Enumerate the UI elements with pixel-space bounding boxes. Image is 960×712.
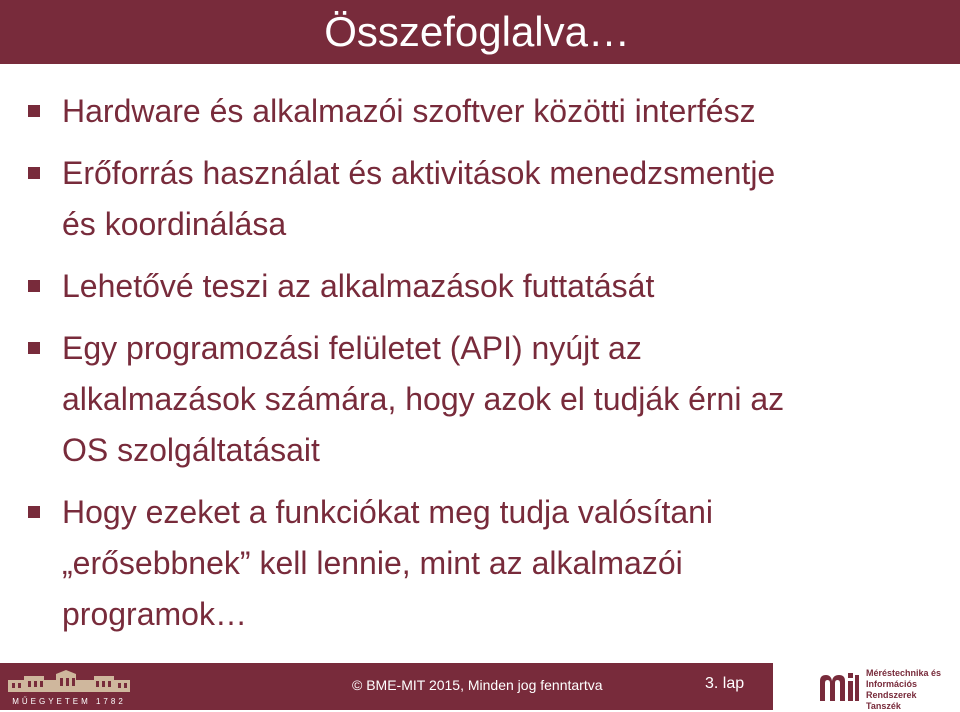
bullet-item bbox=[28, 487, 938, 640]
bme-logo bbox=[4, 666, 134, 707]
bullet-line: Hardware és alkalmazói szoftver közötti interfész bbox=[62, 93, 756, 129]
page-number: 3. lap bbox=[705, 675, 745, 692]
bullet-list bbox=[28, 86, 938, 651]
mit-logo-text bbox=[866, 668, 960, 712]
bullet-line: „erősebbnek” kell lennie, mint az alkalmazói bbox=[62, 545, 683, 581]
bullet-line: Hogy ezeket a funkciókat meg tudja valósítani bbox=[62, 494, 714, 530]
bullet-line: Lehetővé teszi az alkalmazások futtatását bbox=[62, 268, 655, 304]
mit-logo-line: Méréstechnika és bbox=[866, 668, 942, 678]
bullet-line: és koordinálása bbox=[62, 206, 287, 242]
mit-logo bbox=[818, 669, 860, 703]
title-bar bbox=[0, 0, 960, 64]
bullet-line: Egy programozási felületet (API) nyújt az bbox=[62, 330, 642, 366]
bullet-item bbox=[28, 148, 938, 250]
bullet-line: alkalmazások számára, hogy azok el tudják érni az bbox=[62, 381, 785, 417]
bullet-line: programok… bbox=[62, 596, 247, 632]
square-bullet-icon bbox=[28, 167, 40, 179]
square-bullet-icon bbox=[28, 342, 40, 354]
bullet-item bbox=[28, 86, 938, 137]
copyright-text: © BME-MIT 2015, Minden jog fenntartva bbox=[352, 677, 603, 693]
square-bullet-icon bbox=[28, 105, 40, 117]
slide-title: Összefoglalva… bbox=[324, 8, 630, 55]
bullet-item bbox=[28, 323, 938, 476]
square-bullet-icon bbox=[28, 280, 40, 292]
mit-logo-line: Tanszék bbox=[866, 701, 901, 711]
bullet-line: Erőforrás használat és aktivitások menedzsmentje bbox=[62, 155, 776, 191]
bme-logo-text: MŰEGYETEM 1782 bbox=[12, 697, 126, 706]
bullet-item bbox=[28, 261, 938, 312]
bullet-line: OS szolgáltatásait bbox=[62, 432, 320, 468]
footer-logo-area bbox=[773, 663, 960, 710]
footer-bar bbox=[0, 663, 960, 710]
mit-logo-line: Információs Rendszerek bbox=[866, 679, 918, 700]
square-bullet-icon bbox=[28, 506, 40, 518]
